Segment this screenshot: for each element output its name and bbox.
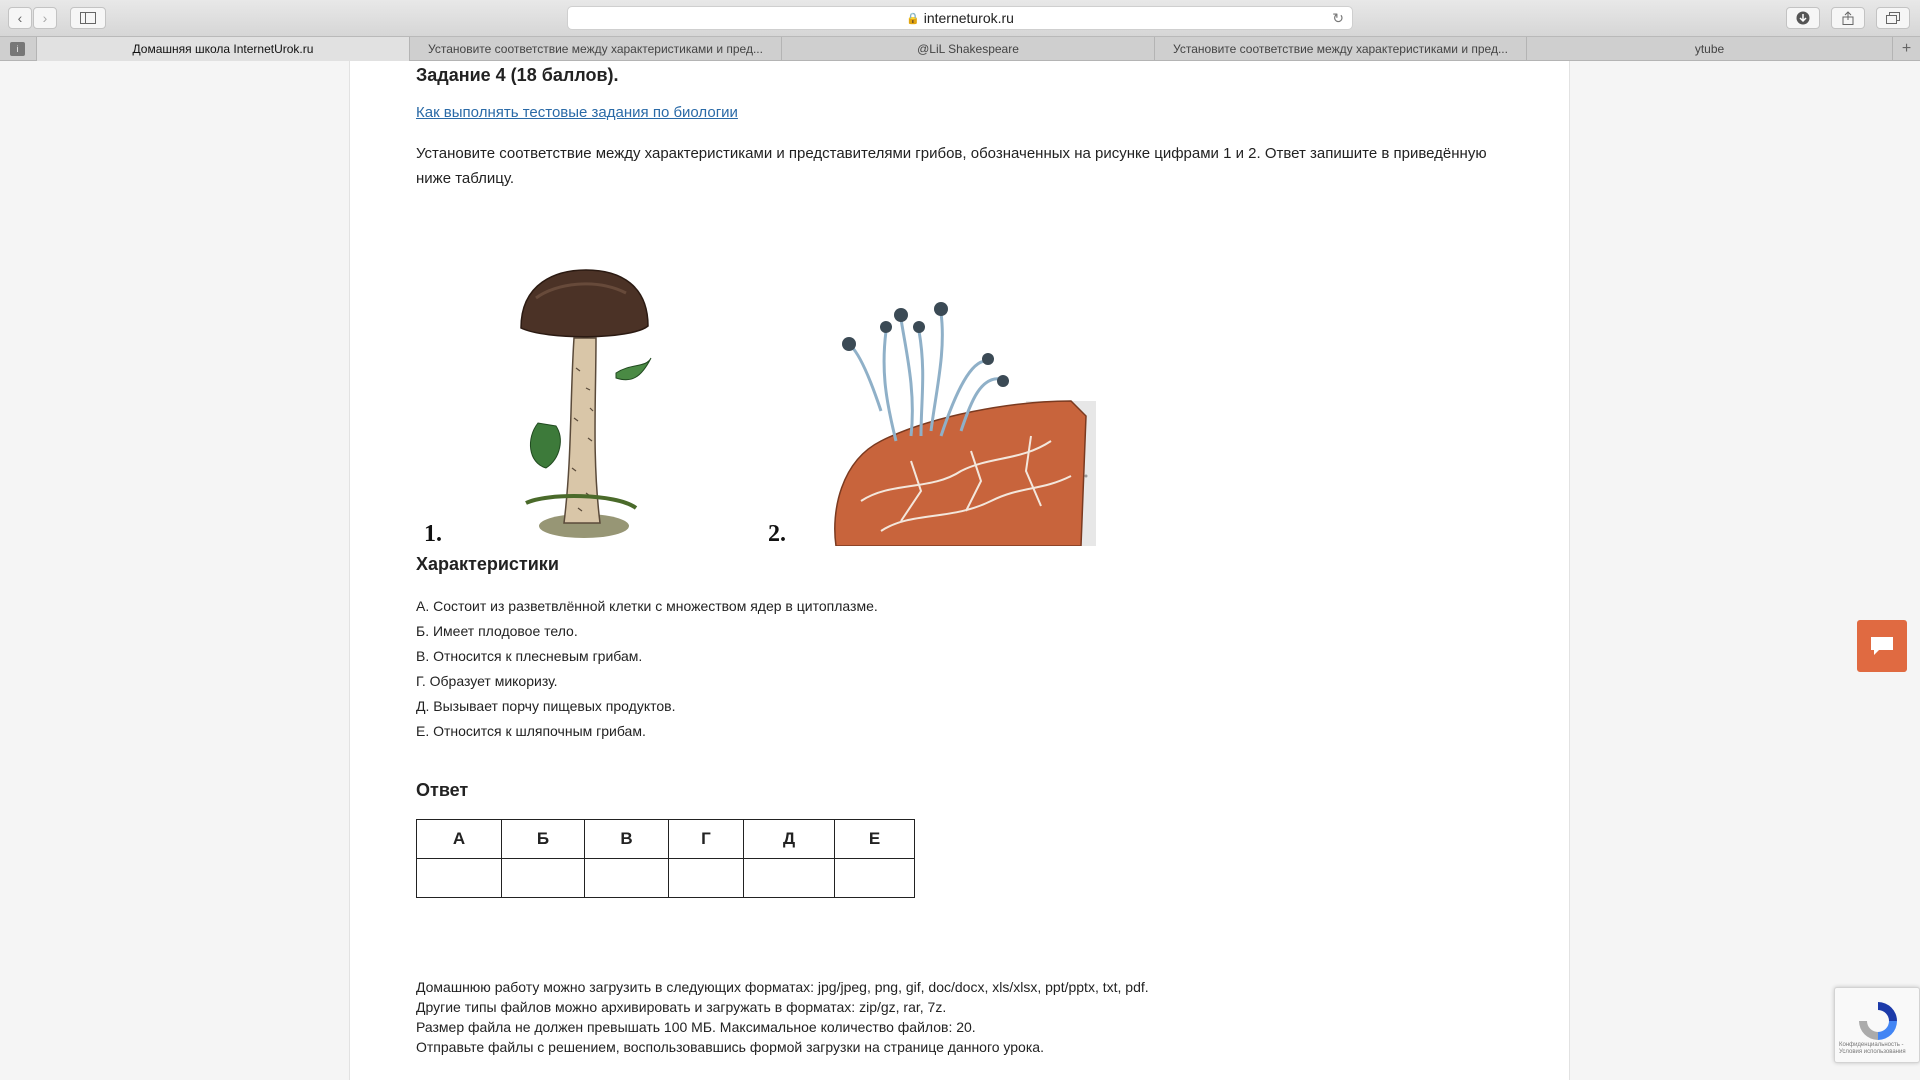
answer-cell[interactable] <box>502 859 585 898</box>
sidebar-toggle-button[interactable] <box>70 7 106 29</box>
list-item: В. Относится к плесневым грибам. <box>416 648 643 664</box>
address-bar[interactable] <box>567 6 1353 30</box>
back-button[interactable] <box>8 7 32 29</box>
tabs-overview-button[interactable] <box>1876 7 1910 29</box>
share-button[interactable] <box>1831 7 1865 29</box>
recaptcha-text[interactable]: Конфиденциальность - Условия использования <box>1839 1042 1906 1055</box>
answer-table <box>416 819 915 898</box>
answer-cell[interactable] <box>835 859 915 898</box>
answer-cell[interactable] <box>585 859 669 898</box>
chevron-right-icon: › <box>42 10 48 26</box>
task-intro: Установите соответствие между характеристиками и представителями грибов, обозначенных на рисунке цифрами 1 и 2. Ответ запишите в приведённую ниже таблицу. <box>416 145 1487 187</box>
note-line: Отправьте файлы с решением, воспользовавшись формой загрузки на странице данного урока. <box>416 1039 1044 1055</box>
reload-icon[interactable]: ↻ <box>1332 10 1344 26</box>
answer-header: Б <box>502 820 585 859</box>
answer-header: Д <box>744 820 835 859</box>
note-line: Домашнюю работу можно загрузить в следующих форматах: jpg/jpeg, png, gif, doc/docx, xls/xlsx, ppt/pptx, txt, pdf. <box>416 979 1149 995</box>
answer-title: Ответ <box>416 780 469 800</box>
sidebar-icon <box>80 12 96 24</box>
answer-header: Г <box>669 820 744 859</box>
list-item: Е. Относится к шляпочным грибам. <box>416 723 646 739</box>
chat-bubble-icon <box>1869 635 1895 657</box>
downloads-button[interactable] <box>1786 7 1820 29</box>
answer-cell[interactable] <box>744 859 835 898</box>
tab-label: Домашняя школа InternetUrok.ru <box>132 42 314 56</box>
answer-header: Е <box>835 820 915 859</box>
mold-on-bread-illustration <box>821 261 1101 546</box>
table-row <box>417 820 915 859</box>
characteristics-title: Характеристики <box>416 554 559 574</box>
forward-button[interactable] <box>33 7 57 29</box>
new-tab-button[interactable] <box>1892 37 1920 61</box>
list-item: А. Состоит из разветвлённой клетки с множеством ядер в цитоплазме. <box>416 598 878 614</box>
note-line: Другие типы файлов можно архивировать и загружать в форматах: zip/gz, rar, 7z. <box>416 999 947 1015</box>
address-text: interneturok.ru <box>923 10 1014 26</box>
answer-header: А <box>417 820 502 859</box>
tab-label: Установите соответствие между характеристиками и пред... <box>428 42 763 56</box>
table-row <box>417 859 915 898</box>
pinned-tab-icon[interactable]: i <box>10 42 25 56</box>
tab-1[interactable] <box>409 37 781 61</box>
tab-0[interactable] <box>36 37 409 61</box>
lesson-content <box>349 61 1570 1080</box>
lock-icon: 🔒 <box>906 12 920 25</box>
chat-button[interactable] <box>1857 620 1907 672</box>
recaptcha-badge[interactable] <box>1834 987 1920 1063</box>
help-link[interactable]: Как выполнять тестовые задания по биологии <box>416 104 738 121</box>
answer-header: В <box>585 820 669 859</box>
browser-toolbar <box>0 0 1920 37</box>
figure-label-2: 2. <box>768 521 786 547</box>
share-icon <box>1842 11 1854 25</box>
tab-4[interactable] <box>1526 37 1892 61</box>
answer-cell[interactable] <box>417 859 502 898</box>
plus-icon: + <box>1901 40 1912 57</box>
task-title: Задание 4 (18 баллов). <box>416 65 619 85</box>
answer-cell[interactable] <box>669 859 744 898</box>
chevron-left-icon: ‹ <box>17 10 23 26</box>
tab-label: @LiL Shakespeare <box>917 42 1019 56</box>
note-line: Размер файла не должен превышать 100 МБ. Максимальное количество файлов: 20. <box>416 1019 976 1035</box>
figure-label-1: 1. <box>424 521 442 547</box>
recaptcha-icon <box>1855 998 1901 1044</box>
tab-bar <box>0 37 1920 61</box>
task-figure <box>416 206 1096 556</box>
tab-2[interactable] <box>781 37 1154 61</box>
tabs-icon <box>1886 12 1900 24</box>
characteristics-list <box>416 594 878 744</box>
list-item: Д. Вызывает порчу пищевых продуктов. <box>416 698 676 714</box>
list-item: Б. Имеет плодовое тело. <box>416 623 578 639</box>
mushroom-illustration <box>516 268 661 548</box>
download-icon <box>1796 11 1810 25</box>
tab-label: Установите соответствие между характеристиками и пред... <box>1173 42 1508 56</box>
tab-label: ytube <box>1694 42 1725 56</box>
list-item: Г. Образует микоризу. <box>416 673 558 689</box>
tab-3[interactable] <box>1154 37 1526 61</box>
upload-notes <box>416 977 1149 1057</box>
